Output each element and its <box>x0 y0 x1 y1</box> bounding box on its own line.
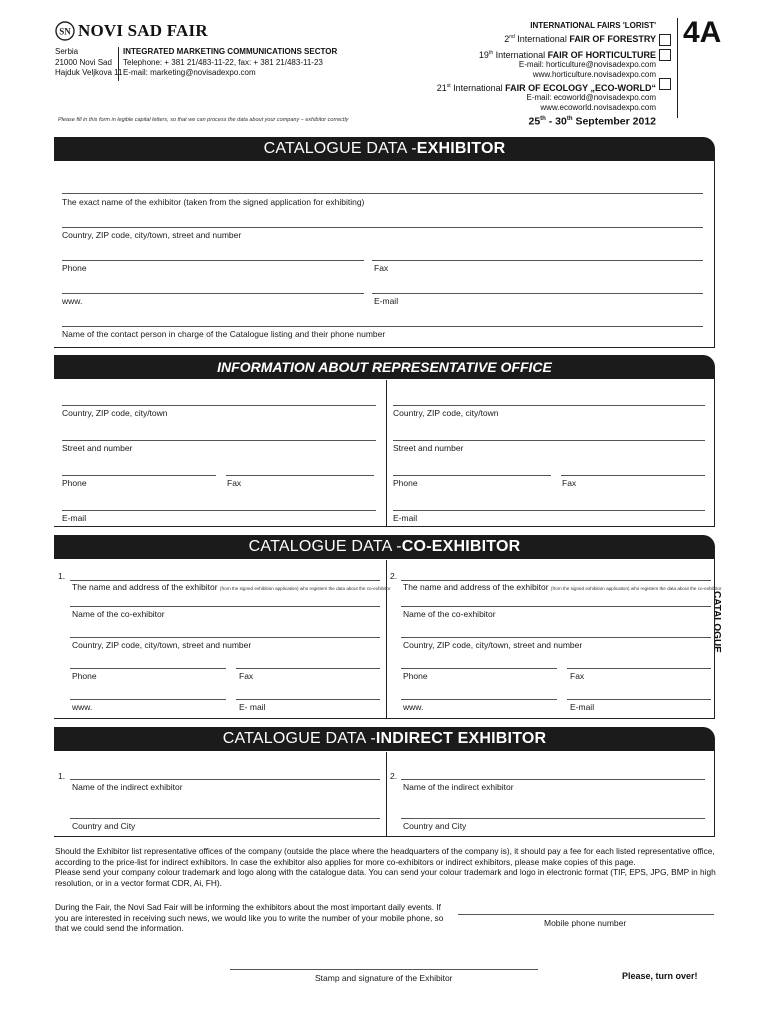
co-right-fax-label: Fax <box>570 671 585 681</box>
co-left-phone-label: Phone <box>72 671 97 681</box>
contact-block: INTEGRATED MARKETING COMMUNICATIONS SECTOR Telephone: + 381 21/483-11-22, fax: + 381 21/483-11-23 E-mail: marketing@novisadexpo.com <box>123 47 338 77</box>
instruction-text: Please fill in this form in legible capital letters, so that we can process the data about your company – exhibitor correctly <box>58 117 349 123</box>
co-right-address-field[interactable] <box>401 637 711 638</box>
co-left-name-label: Name of the co-exhibitor <box>72 609 165 619</box>
rep-right-street-field[interactable] <box>393 440 705 441</box>
exhibitor-address-label: Country, ZIP code, city/town, street and number <box>62 230 242 240</box>
exhibitor-phone-label: Phone <box>62 263 87 273</box>
exhibitor-phone-field[interactable] <box>62 260 364 261</box>
co-right-exhibitor-label: The name and address of the exhibitor (from the signed exhibition application) who registers the data about the co-exhibitor <box>403 582 722 592</box>
indirect-banner: CATALOGUE DATA -INDIRECT EXHIBITOR <box>54 727 715 751</box>
co-left-email-field[interactable] <box>236 699 380 700</box>
co-left-email-label: E- mail <box>239 702 266 712</box>
co-left-fax-label: Fax <box>239 671 254 681</box>
co-left-name-field[interactable] <box>70 606 380 607</box>
co-left-address-label: Country, ZIP code, city/town, street and number <box>72 640 252 650</box>
co-right-fax-field[interactable] <box>567 668 711 669</box>
fair-logo-icon <box>55 21 75 41</box>
exhibitor-email-field[interactable] <box>372 293 703 294</box>
rep-office-banner: INFORMATION ABOUT REPRESENTATIVE OFFICE <box>54 355 715 379</box>
co-right-name-label: Name of the co-exhibitor <box>403 609 496 619</box>
rep-right-phone-field[interactable] <box>393 475 551 476</box>
rep-right-country-field[interactable] <box>393 405 705 406</box>
indirect-right-name-field[interactable] <box>401 779 705 780</box>
rep-left-fax-field[interactable] <box>226 475 374 476</box>
co-left-www-field[interactable] <box>70 699 226 700</box>
indirect-right-city-field[interactable] <box>401 818 705 819</box>
co-right-name-field[interactable] <box>401 606 711 607</box>
rep-right-email-field[interactable] <box>393 510 705 511</box>
indirect-right-number: 2. <box>390 771 398 781</box>
stamp-signature-label: Stamp and signature of the Exhibitor <box>315 973 453 983</box>
stamp-signature-field[interactable] <box>230 969 538 970</box>
co-right-phone-label: Phone <box>403 671 428 681</box>
co-left-exhibitor-label: The name and address of the exhibitor (from the signed exhibition application) who registers the data about the co-exhibitor <box>72 582 391 592</box>
rep-left-country-field[interactable] <box>62 405 376 406</box>
rep-left-country-label: Country, ZIP code, city/town <box>62 408 168 418</box>
co-exhibitor-banner: CATALOGUE DATA -CO-EXHIBITOR <box>54 535 715 559</box>
rep-right-fax-field[interactable] <box>561 475 705 476</box>
rep-right-street-label: Street and number <box>393 443 464 453</box>
rep-left-email-field[interactable] <box>62 510 376 511</box>
exhibitor-contact-label: Name of the contact person in charge of the Catalogue listing and their phone number <box>62 329 386 339</box>
indirect-right-city-label: Country and City <box>403 821 467 831</box>
co-left-phone-field[interactable] <box>70 668 226 669</box>
exhibitor-name-label: The exact name of the exhibitor (taken from the signed application for exhibiting) <box>62 197 365 207</box>
exhibitor-banner: CATALOGUE DATA -EXHIBITOR <box>54 137 715 161</box>
mobile-phone-label: Mobile phone number <box>544 918 627 928</box>
indirect-left-name-label: Name of the indirect exhibitor <box>72 782 183 792</box>
fair-address: Serbia 21000 Novi Sad Hajduk Veljkova 11 <box>55 47 123 77</box>
svg-text:SN: SN <box>59 26 71 37</box>
co-right-address-label: Country, ZIP code, city/town, street and number <box>403 640 583 650</box>
rep-right-fax-label: Fax <box>562 478 577 488</box>
side-label: CATALOGUE <box>711 591 722 653</box>
fairs-list: INTERNATIONAL FAIRS 'LORIST' 2nd International FAIR OF FORESTRY 19th International FAIR OF HORTICULTURE E-mail: horticulture@novisadexpo.com www.horticulture.novisadexpo.com 21st International FAIR OF ECOLOGY „ECO-WORLD“ E-mail: ecoworld@novisadexpo.com www.ecoworld.novisadexpo.com 25th - 30th September 2012 <box>436 21 656 128</box>
rep-left-street-field[interactable] <box>62 440 376 441</box>
mobile-phone-field[interactable] <box>458 914 714 915</box>
co-right-email-field[interactable] <box>567 699 711 700</box>
form-code: 4A <box>683 16 722 49</box>
exhibitor-name-field[interactable] <box>62 193 703 194</box>
co-right-phone-field[interactable] <box>401 668 557 669</box>
co-left-address-field[interactable] <box>70 637 380 638</box>
indirect-right-name-label: Name of the indirect exhibitor <box>403 782 514 792</box>
forestry-checkbox[interactable] <box>659 34 671 46</box>
turn-over-text: Please, turn over! <box>622 971 698 981</box>
co-left-exhibitor-field[interactable] <box>70 580 380 581</box>
indirect-left-name-field[interactable] <box>70 779 380 780</box>
logo-name: NOVI SAD FAIR <box>78 21 208 40</box>
exhibitor-www-label: www. <box>62 296 83 306</box>
notes-paragraph-2: During the Fair, the Novi Sad Fair will be informing the exhibitors about the most important daily events. If you are interested in receiving such news, we would like you to write the number of your mobile phone, so that we could send the information. <box>55 902 444 934</box>
rep-left-phone-label: Phone <box>62 478 87 488</box>
exhibitor-email-label: E-mail <box>374 296 399 306</box>
co-right-email-label: E-mail <box>570 702 595 712</box>
co-left-number: 1. <box>58 571 66 581</box>
ecology-checkbox[interactable] <box>659 78 671 90</box>
horticulture-checkbox[interactable] <box>659 49 671 61</box>
rep-right-country-label: Country, ZIP code, city/town <box>393 408 499 418</box>
exhibitor-fax-label: Fax <box>374 263 389 273</box>
exhibitor-www-field[interactable] <box>62 293 364 294</box>
co-right-www-label: www. <box>403 702 424 712</box>
exhibitor-contact-field[interactable] <box>62 326 703 327</box>
co-left-fax-field[interactable] <box>236 668 380 669</box>
exhibitor-fax-field[interactable] <box>372 260 703 261</box>
rep-right-email-label: E-mail <box>393 513 418 523</box>
rep-right-phone-label: Phone <box>393 478 418 488</box>
notes-paragraph-1: Should the Exhibitor list representative offices of the company (outside the place where the headquarters of the company is), it should pay a fee for each listed representative office, according to the price-list for indirect exhibitors. In case the exhibitor also applies for more co-exhibitors or indirect exhibitors, please make copies of this page. Please send your company colour trademark and logo along with the catalogue data. You can send your colour trademark and logo in electronic format (TIF, EPS, JPG, BMP in high resolution, or in a vector format CDR, Ai, FH). <box>55 846 716 888</box>
rep-left-street-label: Street and number <box>62 443 133 453</box>
co-right-number: 2. <box>390 571 398 581</box>
rep-left-email-label: E-mail <box>62 513 87 523</box>
co-left-www-label: www. <box>72 702 93 712</box>
indirect-left-city-field[interactable] <box>70 818 380 819</box>
exhibitor-address-field[interactable] <box>62 227 703 228</box>
indirect-left-number: 1. <box>58 771 66 781</box>
rep-left-phone-field[interactable] <box>62 475 216 476</box>
co-right-www-field[interactable] <box>401 699 557 700</box>
rep-left-fax-label: Fax <box>227 478 242 488</box>
indirect-left-city-label: Country and City <box>72 821 136 831</box>
co-right-exhibitor-field[interactable] <box>401 580 711 581</box>
